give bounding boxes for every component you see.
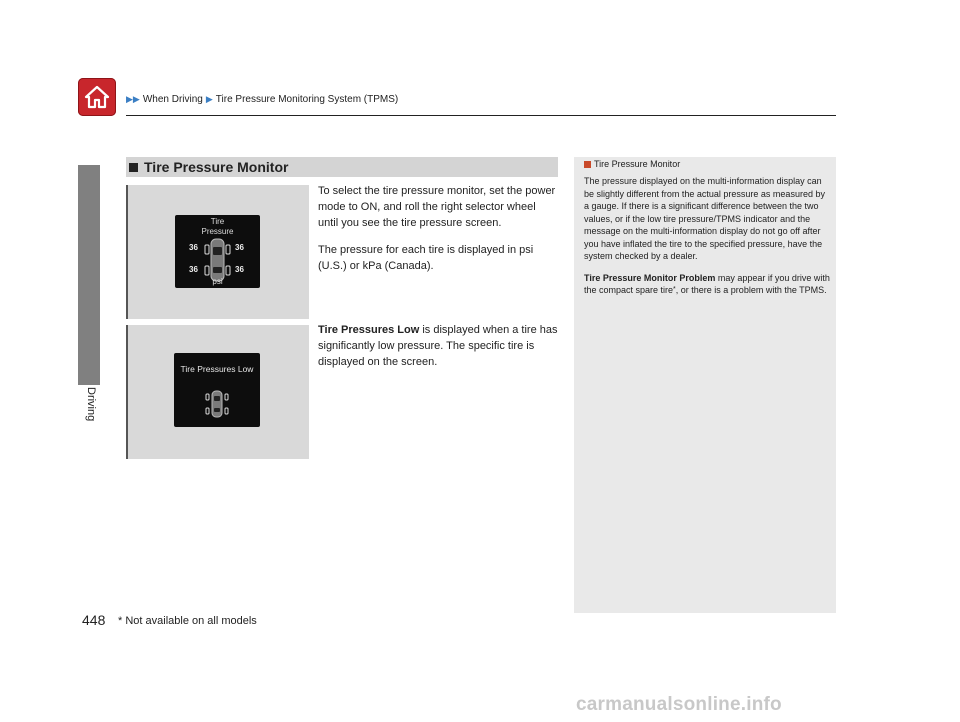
page-number: 448 — [82, 612, 106, 628]
breadcrumb-item-when-driving[interactable]: When Driving — [142, 94, 203, 105]
section-heading — [126, 157, 558, 177]
note-paragraph-2-mid: may appear if you drive with the compact spare tire — [584, 272, 830, 295]
note-message-name: Tire Pressure Monitor Problem — [584, 272, 716, 283]
section-title: Tire Pressure Monitor — [144, 159, 289, 175]
screen-title-line2: Pressure — [201, 227, 234, 236]
triangle-right-icon: ▶▶ — [126, 94, 140, 104]
footnote-star[interactable]: * — [673, 286, 676, 293]
display-screen — [175, 215, 260, 288]
note-paragraph-2-end: , or there is a problem with the TPMS. — [675, 285, 827, 295]
car-top-view-icon — [204, 389, 230, 419]
tire-pressure-front-left: 36 — [189, 243, 198, 252]
note-body — [584, 175, 830, 306]
tire-pressure-front-right: 36 — [235, 243, 244, 252]
square-bullet-icon — [129, 163, 138, 172]
display-screen — [174, 353, 260, 427]
message-name: Tire Pressures Low — [318, 324, 420, 336]
tire-pressure-rear-right: 36 — [235, 265, 244, 274]
tire-pressure-rear-left: 36 — [189, 265, 198, 274]
body-paragraph-3-text: is displayed when a tire has significantly low pressure. The specific tire is displayed on the screen. — [318, 324, 558, 368]
body-paragraph-3 — [318, 322, 558, 370]
pressure-unit: psi — [212, 277, 223, 286]
body-paragraph-2: The pressure for each tire is displayed in psi (U.S.) or kPa (Canada). — [318, 244, 534, 272]
house-icon — [84, 85, 110, 109]
footnote: * Not available on all models — [118, 615, 257, 627]
note-paragraph-1: The pressure displayed on the multi-information display can be slightly different from the actual pressure as measured by a gauge. If there is a significant difference between the two values, or if the low tire pressure/TPMS indicator and the message on the multi-information display do not go off after you have inflated the tire to the specified pressure, have the system checked by a dealer. — [584, 176, 825, 261]
note-paragraph-2 — [584, 272, 830, 297]
figure-tire-pressure-screen — [126, 185, 309, 319]
figure-tire-pressures-low-screen — [126, 325, 309, 459]
header-divider — [126, 115, 836, 116]
note-heading — [584, 159, 680, 169]
chapter-label: Driving — [85, 387, 97, 422]
screen-title-line1: Tire — [210, 217, 225, 226]
chapter-tab — [78, 165, 100, 385]
watermark: carmanualsonline.info — [576, 694, 782, 715]
note-marker-icon — [584, 161, 591, 168]
body-paragraph-1: To select the tire pressure monitor, set the power mode to ON, and roll the right selector wheel until you see the tire pressure screen. — [318, 185, 556, 229]
warning-message: Tire Pressures Low — [180, 364, 254, 374]
note-title: Tire Pressure Monitor — [594, 159, 681, 169]
home-button[interactable] — [78, 78, 116, 116]
breadcrumb — [126, 94, 398, 105]
breadcrumb-item-tpms[interactable]: Tire Pressure Monitoring System (TPMS) — [215, 94, 399, 105]
triangle-right-icon: ▶ — [205, 94, 213, 104]
